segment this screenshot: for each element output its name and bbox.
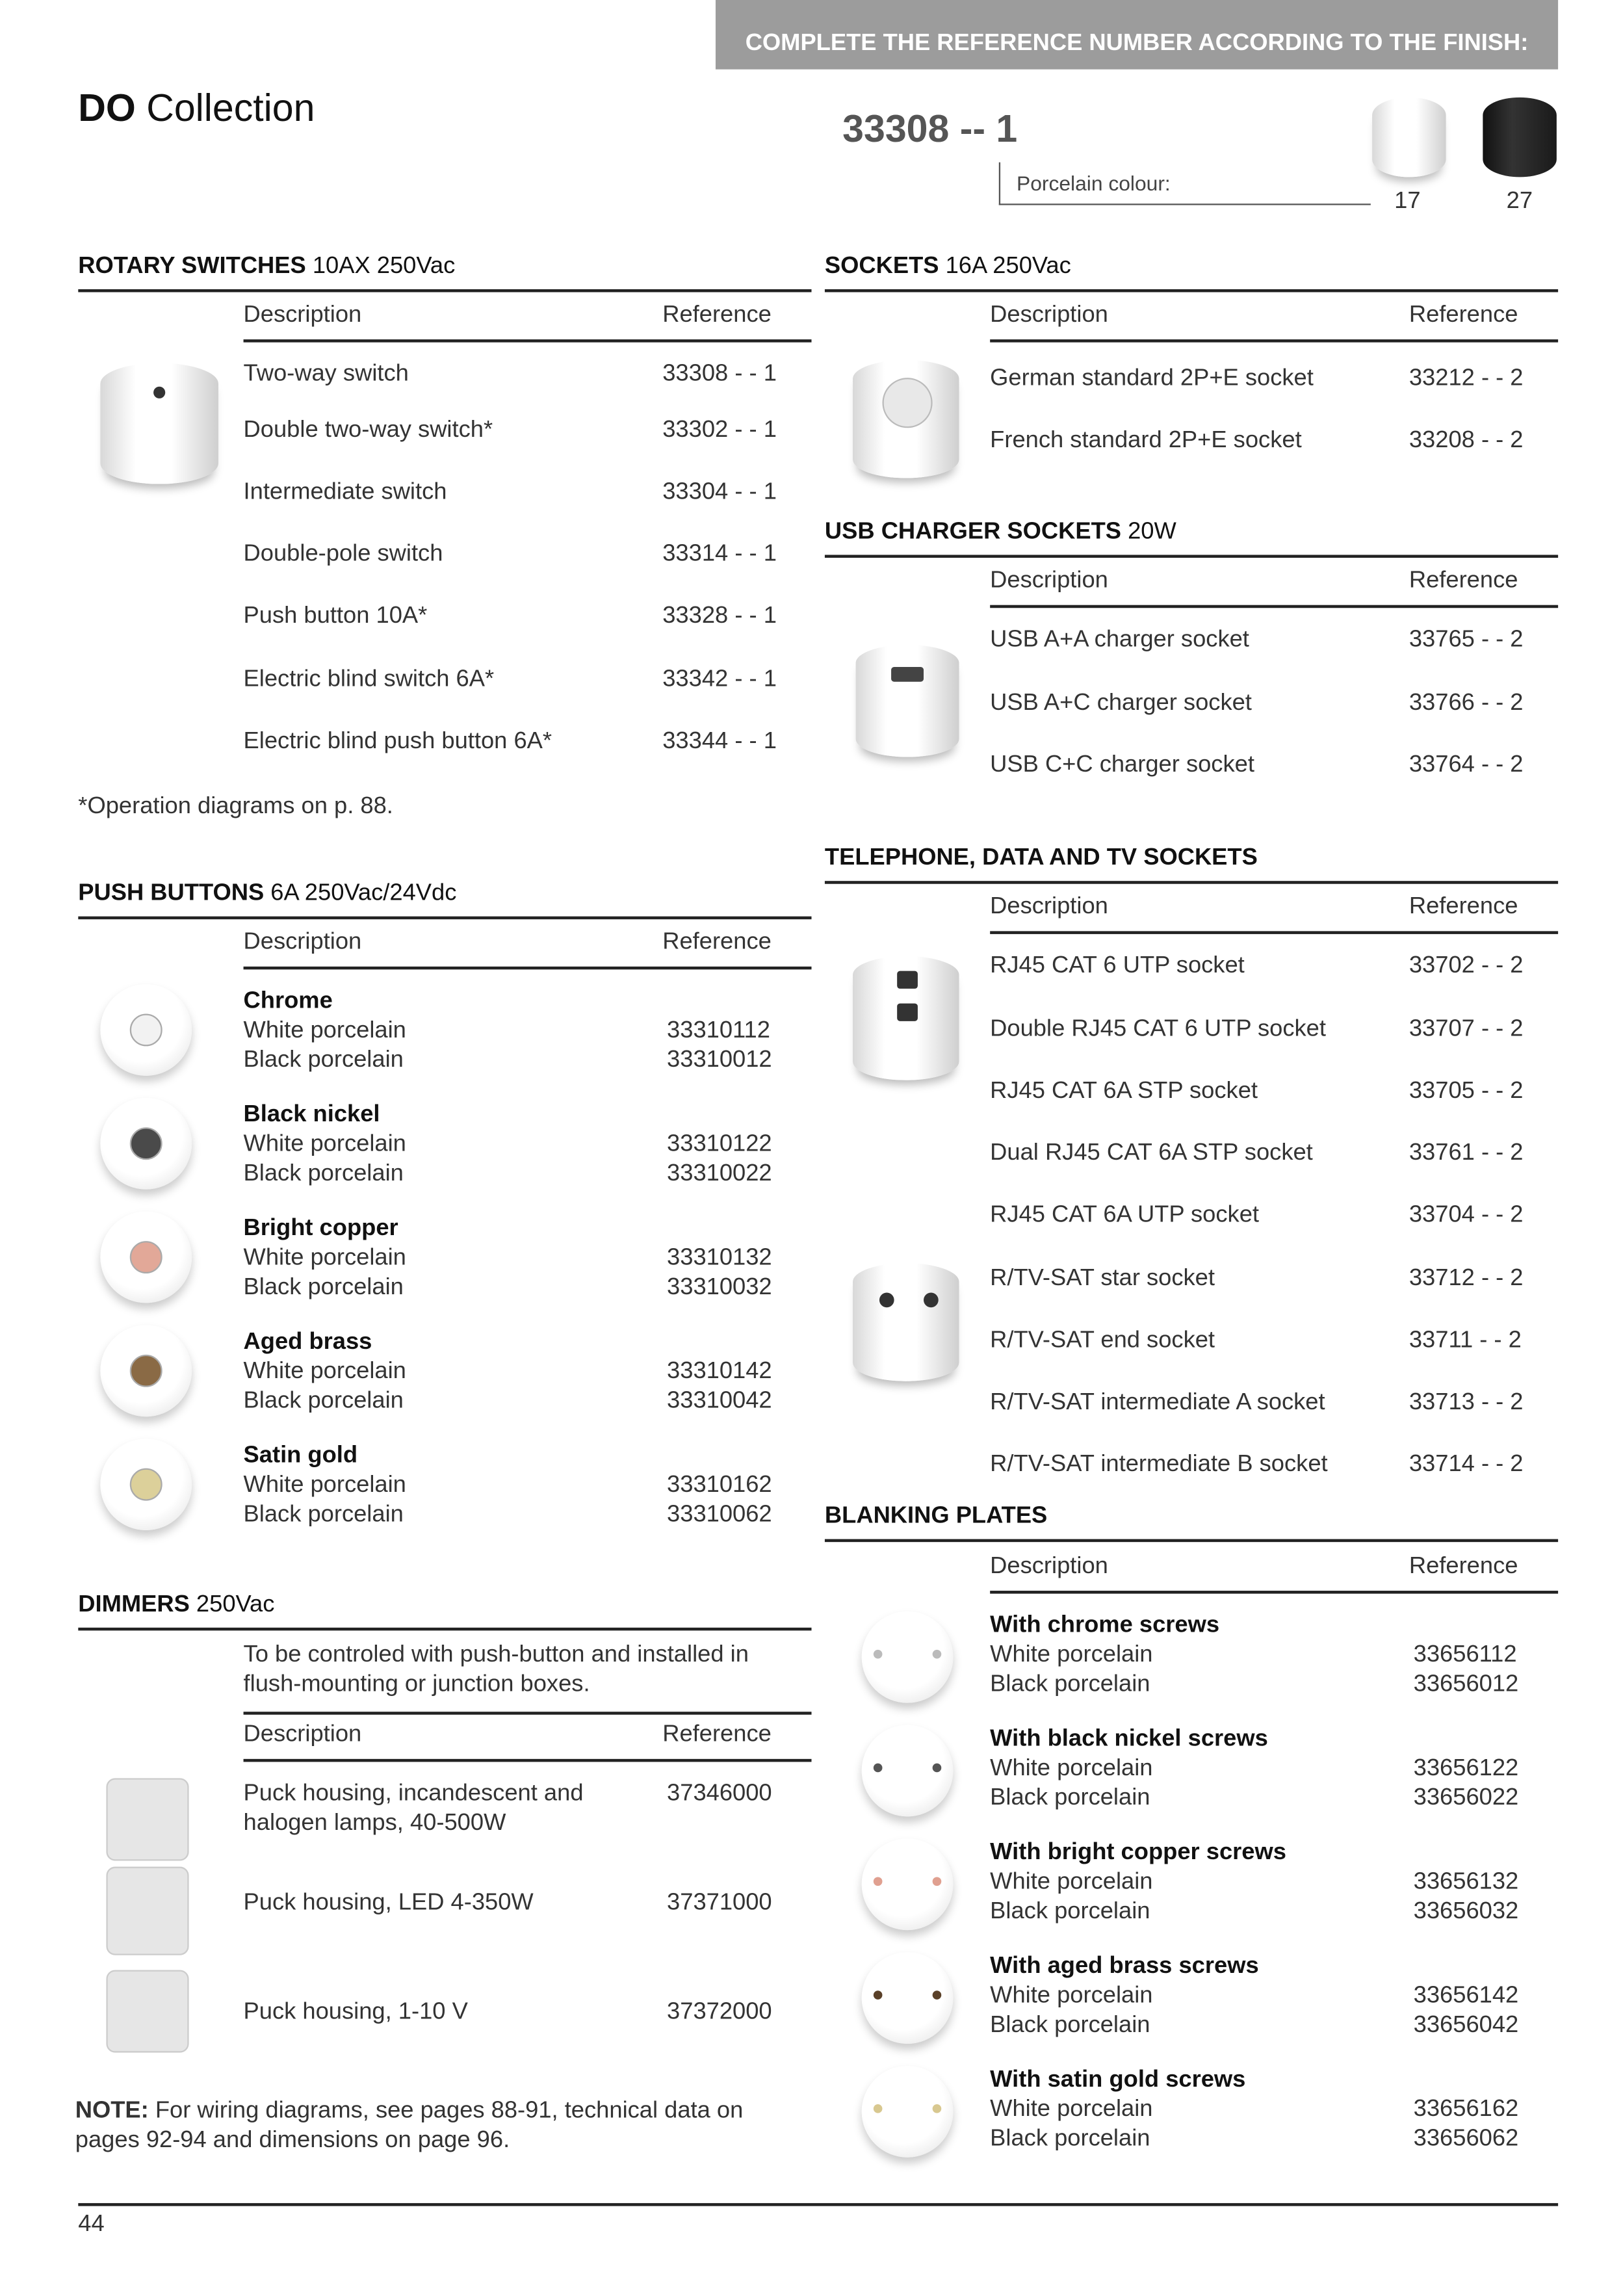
dimmer-intro-2: flush-mounting or junction boxes. [243, 1671, 590, 1697]
section-title: TELEPHONE, DATA AND TV SOCKETS [824, 845, 1258, 871]
dimmer-module-image [106, 1778, 188, 1860]
dimmer-module-image [106, 1867, 188, 1955]
white-reference: 33656162 [1413, 2096, 1519, 2122]
product-reference: 33712 - - 2 [1409, 1266, 1524, 1292]
product-reference: 33344 - - 1 [662, 729, 777, 754]
screw-icon [874, 1650, 883, 1659]
section-rule [78, 1628, 811, 1630]
product-reference: 33302 - - 1 [662, 417, 777, 443]
header-rule [990, 1591, 1558, 1593]
white-porcelain-swatch [1372, 98, 1446, 177]
product-reference: 33713 - - 2 [1409, 1390, 1524, 1415]
white-reference: 33656132 [1413, 1870, 1519, 1895]
product-description: Two-way switch [243, 361, 409, 387]
section-title: BLANKING PLATES [824, 1504, 1048, 1529]
finish-group-name: Chrome [243, 988, 333, 1014]
rotary-switch-image [100, 363, 218, 484]
finish-group-name: With aged brass screws [990, 1953, 1259, 1979]
column-header-reference: Reference [662, 1722, 772, 1747]
button-finish-icon [130, 1013, 162, 1046]
screw-icon [874, 1877, 883, 1886]
screw-icon [933, 1650, 942, 1659]
section-blanking-plates [825, 1502, 1047, 1532]
product-description: Puck housing, incandescent and [243, 1781, 584, 1807]
black-porcelain-label: Black porcelain [990, 1899, 1150, 1925]
section-spec: 16A 250Vac [939, 254, 1071, 280]
section-title: DIMMERS [78, 1592, 190, 1617]
product-description: Puck housing, 1-10 V [243, 1999, 468, 2025]
product-reference: 33702 - - 2 [1409, 953, 1524, 979]
button-finish-icon [130, 1355, 162, 1387]
product-description: USB C+C charger socket [990, 752, 1254, 778]
product-description: USB A+C charger socket [990, 690, 1252, 716]
coax-port-icon [879, 1293, 894, 1308]
section-title: SOCKETS [824, 254, 939, 280]
black-porcelain-label: Black porcelain [990, 2126, 1150, 2152]
black-porcelain-label: Black porcelain [243, 1389, 404, 1414]
black-reference: 33656032 [1413, 1899, 1519, 1925]
porcelain-label: Porcelain colour: [1017, 171, 1171, 195]
product-description: RJ45 CAT 6 UTP socket [990, 953, 1245, 979]
screw-icon [874, 2104, 883, 2113]
black-porcelain-label: Black porcelain [990, 2013, 1150, 2038]
finish-group-name: Satin gold [243, 1443, 358, 1468]
section-push-buttons [78, 880, 456, 909]
page-number: 44 [78, 2211, 105, 2237]
product-description: French standard 2P+E socket [990, 428, 1302, 453]
product-reference: 33705 - - 2 [1409, 1078, 1524, 1104]
white-porcelain-label: White porcelain [243, 1018, 406, 1043]
product-reference: 33328 - - 1 [662, 603, 777, 629]
reference-example: 33308 -- 1 [842, 106, 1018, 151]
screw-icon [874, 1764, 883, 1773]
black-reference: 33310022 [667, 1161, 772, 1187]
column-header-description: Description [990, 894, 1108, 920]
product-description: Dual RJ45 CAT 6A STP socket [990, 1140, 1313, 1166]
header-rule [990, 931, 1558, 933]
black-reference: 33656042 [1413, 2013, 1519, 2038]
section-rule [825, 289, 1558, 291]
finish-group-name: Black nickel [243, 1102, 380, 1128]
white-reference: 33310112 [667, 1018, 770, 1043]
finish-group-name: With satin gold screws [990, 2067, 1246, 2093]
rj45-port-icon [897, 1004, 918, 1021]
section-dimmers [78, 1591, 274, 1620]
black-porcelain-label: Black porcelain [990, 1671, 1150, 1697]
product-description: RJ45 CAT 6A STP socket [990, 1078, 1258, 1104]
column-header-reference: Reference [662, 930, 772, 955]
white-porcelain-label: White porcelain [243, 1245, 406, 1271]
column-header-reference: Reference [1409, 894, 1518, 920]
white-porcelain-label: White porcelain [990, 1983, 1153, 2009]
product-reference: 33714 - - 2 [1409, 1452, 1524, 1478]
black-porcelain-label: Black porcelain [243, 1502, 404, 1528]
white-porcelain-label: White porcelain [243, 1359, 406, 1385]
dimmer-intro: To be controled with push-button and installed in [243, 1642, 749, 1668]
page-title [78, 86, 315, 130]
section-rule [78, 917, 811, 919]
section-rule [825, 1539, 1558, 1541]
product-reference: 33761 - - 2 [1409, 1140, 1524, 1166]
switch-knob-icon [153, 387, 165, 398]
column-header-description: Description [990, 1554, 1108, 1579]
product-reference: 33764 - - 2 [1409, 752, 1524, 778]
section-title: ROTARY SWITCHES [78, 254, 306, 280]
button-finish-icon [130, 1127, 162, 1160]
product-description: Intermediate switch [243, 479, 447, 505]
finish-code-black: 27 [1506, 189, 1533, 215]
product-description: German standard 2P+E socket [990, 365, 1314, 391]
product-description: RJ45 CAT 6A UTP socket [990, 1203, 1259, 1228]
product-reference: 33765 - - 2 [1409, 627, 1524, 653]
product-reference: 33766 - - 2 [1409, 690, 1524, 716]
product-description: Double two-way switch* [243, 417, 493, 443]
white-reference: 33310162 [667, 1472, 772, 1498]
white-porcelain-label: White porcelain [990, 1642, 1153, 1668]
finish-group-name: With black nickel screws [990, 1726, 1268, 1752]
socket-face-icon [882, 378, 932, 428]
button-finish-icon [130, 1468, 162, 1501]
tv-socket-image [853, 1263, 959, 1381]
product-reference: 33208 - - 2 [1409, 428, 1524, 453]
white-reference: 33310122 [667, 1132, 772, 1157]
operation-note: *Operation diagrams on p. 88. [78, 794, 393, 819]
white-porcelain-label: White porcelain [243, 1472, 406, 1498]
header-rule [244, 1759, 812, 1761]
column-header-description: Description [243, 302, 362, 328]
white-porcelain-label: White porcelain [990, 1870, 1153, 1895]
section-usb-chargers [825, 518, 1176, 547]
product-description: Push button 10A* [243, 603, 428, 629]
section-telephone-data-tv [825, 844, 1258, 873]
black-reference: 33656022 [1413, 1785, 1519, 1811]
finish-group-name: With bright copper screws [990, 1840, 1286, 1866]
section-rule [825, 555, 1558, 557]
wiring-note-line-2: pages 92-94 and dimensions on page 96. [75, 2128, 510, 2153]
finish-group-name: With chrome screws [990, 1613, 1220, 1638]
title-bold: DO [78, 85, 136, 130]
footer-rule [78, 2203, 1558, 2205]
product-reference: 33304 - - 1 [662, 479, 777, 505]
column-header-description: Description [990, 302, 1108, 328]
white-porcelain-label: White porcelain [990, 1756, 1153, 1781]
section-spec: 250Vac [189, 1592, 275, 1617]
header-rule [244, 967, 812, 969]
product-reference: 33308 - - 1 [662, 361, 777, 387]
screw-icon [933, 2104, 942, 2113]
product-description: R/TV-SAT intermediate B socket [990, 1452, 1328, 1478]
white-reference: 33310142 [667, 1359, 772, 1385]
intro-rule [244, 1712, 812, 1714]
product-description: R/TV-SAT star socket [990, 1266, 1215, 1292]
product-description-2: halogen lamps, 40-500W [243, 1810, 506, 1836]
black-porcelain-label: Black porcelain [243, 1047, 404, 1073]
black-reference: 33310042 [667, 1389, 772, 1414]
section-rule [825, 881, 1558, 883]
screw-icon [933, 1764, 942, 1773]
product-reference: 33711 - - 2 [1409, 1328, 1522, 1353]
usb-port-icon [891, 667, 924, 682]
black-porcelain-label: Black porcelain [243, 1275, 404, 1300]
product-description: Double-pole switch [243, 541, 443, 567]
section-spec: 6A 250Vac/24Vdc [264, 881, 457, 906]
black-reference: 33656012 [1413, 1671, 1519, 1697]
product-reference: 37346000 [667, 1781, 772, 1807]
column-header-reference: Reference [1409, 302, 1518, 328]
dimmer-module-image [106, 1970, 188, 2052]
screw-icon [933, 1877, 942, 1886]
screw-icon [874, 1990, 883, 2000]
finish-banner: COMPLETE THE REFERENCE NUMBER ACCORDING TO THE FINISH: [716, 0, 1558, 70]
product-description: Electric blind push button 6A* [243, 729, 552, 754]
section-title: PUSH BUTTONS [78, 881, 265, 906]
product-description: R/TV-SAT end socket [990, 1328, 1215, 1353]
section-spec: 10AX 250Vac [305, 254, 456, 280]
black-reference: 33310012 [667, 1047, 772, 1073]
product-reference: 33342 - - 1 [662, 667, 777, 692]
header-rule [244, 339, 812, 341]
header-rule [990, 339, 1558, 341]
coax-port-icon [924, 1293, 939, 1308]
column-header-reference: Reference [662, 302, 772, 328]
column-header-description: Description [243, 930, 362, 955]
product-description: USB A+A charger socket [990, 627, 1249, 653]
title-rest: Collection [135, 85, 315, 130]
column-header-reference: Reference [1409, 567, 1518, 594]
product-description: Double RJ45 CAT 6 UTP socket [990, 1017, 1326, 1042]
black-reference: 33310062 [667, 1502, 772, 1528]
product-reference: 33212 - - 2 [1409, 365, 1524, 391]
product-reference: 37372000 [667, 1999, 772, 2025]
rj45-port-icon [897, 971, 918, 989]
section-sockets [825, 252, 1071, 281]
white-reference: 33656142 [1413, 1983, 1519, 2009]
finish-group-name: Aged brass [243, 1329, 372, 1355]
black-porcelain-swatch [1483, 98, 1557, 177]
section-spec: 20W [1121, 519, 1176, 545]
product-description: Electric blind switch 6A* [243, 667, 495, 692]
usb-socket-image [856, 645, 959, 757]
section-rotary-switches [78, 252, 455, 281]
wiring-note [75, 2097, 744, 2126]
product-reference: 33707 - - 2 [1409, 1017, 1524, 1042]
product-reference: 33704 - - 2 [1409, 1203, 1524, 1228]
column-header-reference: Reference [1409, 1554, 1518, 1579]
black-porcelain-label: Black porcelain [243, 1161, 404, 1187]
product-reference: 37371000 [667, 1890, 772, 1916]
product-description: Puck housing, LED 4-350W [243, 1890, 534, 1916]
screw-icon [933, 1990, 942, 2000]
black-porcelain-label: Black porcelain [990, 1785, 1150, 1811]
button-finish-icon [130, 1241, 162, 1273]
white-reference: 33656112 [1413, 1642, 1517, 1668]
header-rule [990, 605, 1558, 607]
note-line-1: For wiring diagrams, see pages 88-91, technical data on [148, 2098, 744, 2124]
black-reference: 33310032 [667, 1275, 772, 1300]
column-header-description: Description [990, 567, 1108, 594]
white-porcelain-label: White porcelain [243, 1132, 406, 1157]
section-title: USB CHARGER SOCKETS [824, 519, 1121, 545]
finish-code-white: 17 [1394, 189, 1421, 215]
section-rule [78, 289, 811, 291]
note-label: NOTE: [75, 2098, 149, 2124]
finish-group-name: Bright copper [243, 1216, 398, 1242]
black-reference: 33656062 [1413, 2126, 1519, 2152]
white-reference: 33310132 [667, 1245, 772, 1271]
white-porcelain-label: White porcelain [990, 2096, 1153, 2122]
column-header-description: Description [243, 1722, 362, 1747]
product-reference: 33314 - - 1 [662, 541, 777, 567]
white-reference: 33656122 [1413, 1756, 1519, 1781]
product-description: R/TV-SAT intermediate A socket [990, 1390, 1325, 1415]
